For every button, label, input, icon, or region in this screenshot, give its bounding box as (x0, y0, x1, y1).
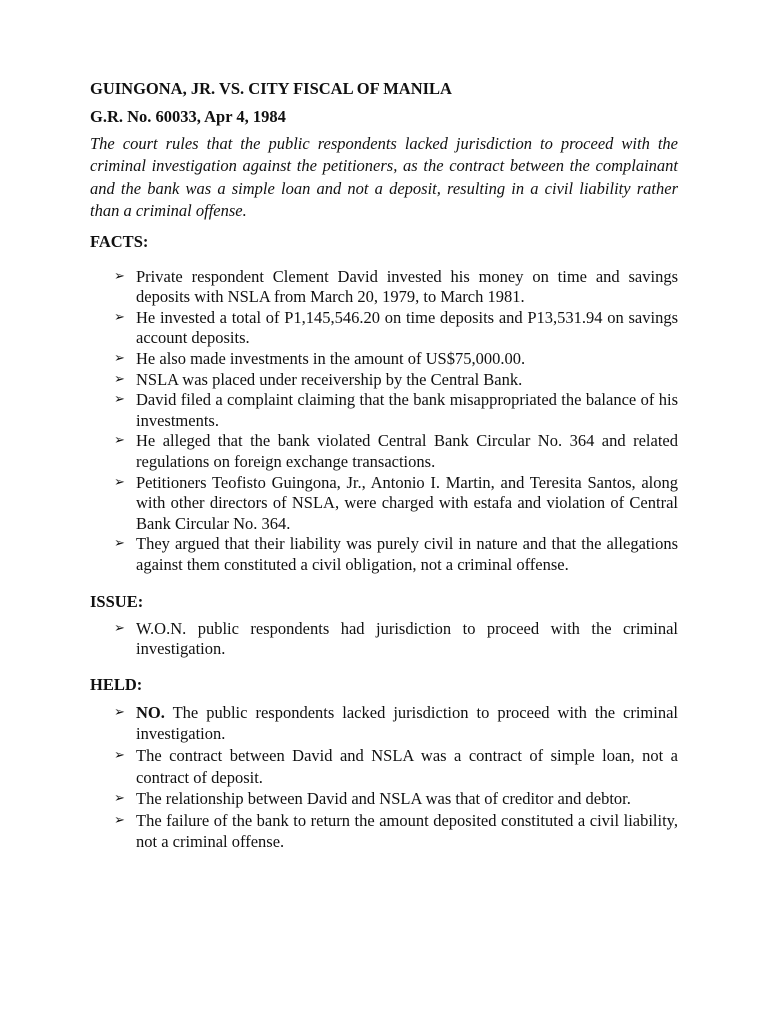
arrow-bullet-icon: ➢ (114, 812, 125, 828)
held-text: The contract between David and NSLA was a contract of simple loan, not a contract of deposit. (136, 745, 678, 787)
held-ruling-item (114, 702, 678, 745)
arrow-bullet-icon: ➢ (114, 536, 125, 552)
held-heading: HELD: (90, 674, 143, 694)
held-ruling-word: NO. (136, 702, 165, 722)
arrow-bullet-icon: ➢ (114, 371, 125, 387)
fact-text: He invested a total of P1,145,546.20 on time deposits and P13,531.94 on savings account deposits. (136, 307, 678, 348)
case-gr-number: G.R. No. 60033, Apr 4, 1984 (90, 107, 286, 126)
fact-item (114, 370, 678, 391)
fact-text: NSLA was placed under receivership by the Central Bank. (136, 369, 523, 389)
arrow-bullet-icon: ➢ (114, 704, 125, 720)
fact-text: He alleged that the bank violated Central Bank Circular No. 364 and related regulations on foreign exchange transactions. (136, 431, 678, 471)
fact-text: He also made investments in the amount of US$75,000.00. (136, 349, 526, 368)
facts-heading: FACTS: (90, 231, 149, 251)
arrow-bullet-icon: ➢ (114, 620, 125, 636)
fact-item (114, 267, 678, 308)
arrow-bullet-icon: ➢ (114, 392, 125, 408)
fact-item (114, 390, 678, 431)
fact-text: Petitioners Teofisto Guingona, Jr., Antonio I. Martin, and Teresita Santos, along with other directors of NSLA, were charged with estafa and violation of Central Bank Circular No. 364. (136, 472, 678, 533)
case-title: GUINGONA, JR. VS. CITY FISCAL OF MANILA (90, 79, 452, 98)
fact-text: Private respondent Clement David invested his money on time and savings deposits with NSLA from March 20, 1979, to March 1981. (136, 266, 678, 307)
arrow-bullet-icon: ➢ (114, 433, 125, 449)
issue-text: W.O.N. public respondents had jurisdiction to proceed with the criminal investigation. (136, 618, 678, 659)
arrow-bullet-icon: ➢ (114, 351, 125, 366)
issue-item (114, 619, 678, 660)
document-page (90, 78, 678, 853)
fact-item (114, 349, 678, 370)
fact-item (114, 431, 678, 472)
facts-list (90, 267, 678, 576)
held-text: The failure of the bank to return the amount deposited constituted a civil liability, not a criminal offense. (136, 810, 678, 852)
fact-item (114, 308, 678, 349)
fact-item (114, 534, 678, 575)
issue-heading: ISSUE: (90, 591, 144, 611)
fact-text: David filed a complaint claiming that the bank misappropriated the balance of his investments. (136, 390, 678, 430)
held-item (114, 745, 678, 788)
issue-list (90, 619, 678, 660)
arrow-bullet-icon: ➢ (114, 747, 125, 763)
fact-text: They argued that their liability was purely civil in nature and that the allegations against them constituted a civil obligation, not a criminal offense. (136, 534, 678, 574)
arrow-bullet-icon: ➢ (114, 791, 125, 807)
arrow-bullet-icon: ➢ (114, 268, 125, 284)
held-ruling-text: The public respondents lacked jurisdiction to proceed with the criminal investigation. (136, 702, 678, 744)
held-list (90, 702, 678, 853)
held-item (114, 810, 678, 853)
held-text: The relationship between David and NSLA was that of creditor and debtor. (136, 789, 631, 809)
arrow-bullet-icon: ➢ (114, 474, 125, 490)
arrow-bullet-icon: ➢ (114, 309, 125, 325)
held-item (114, 788, 678, 810)
fact-item (114, 473, 678, 535)
case-summary: The court rules that the public respondents lacked jurisdiction to proceed with the criminal investigation against the petitioners, as the contract between the complainant and the bank was a simple loan and not a deposit, resulting in a civil liability rather than a criminal offense. (90, 134, 678, 221)
